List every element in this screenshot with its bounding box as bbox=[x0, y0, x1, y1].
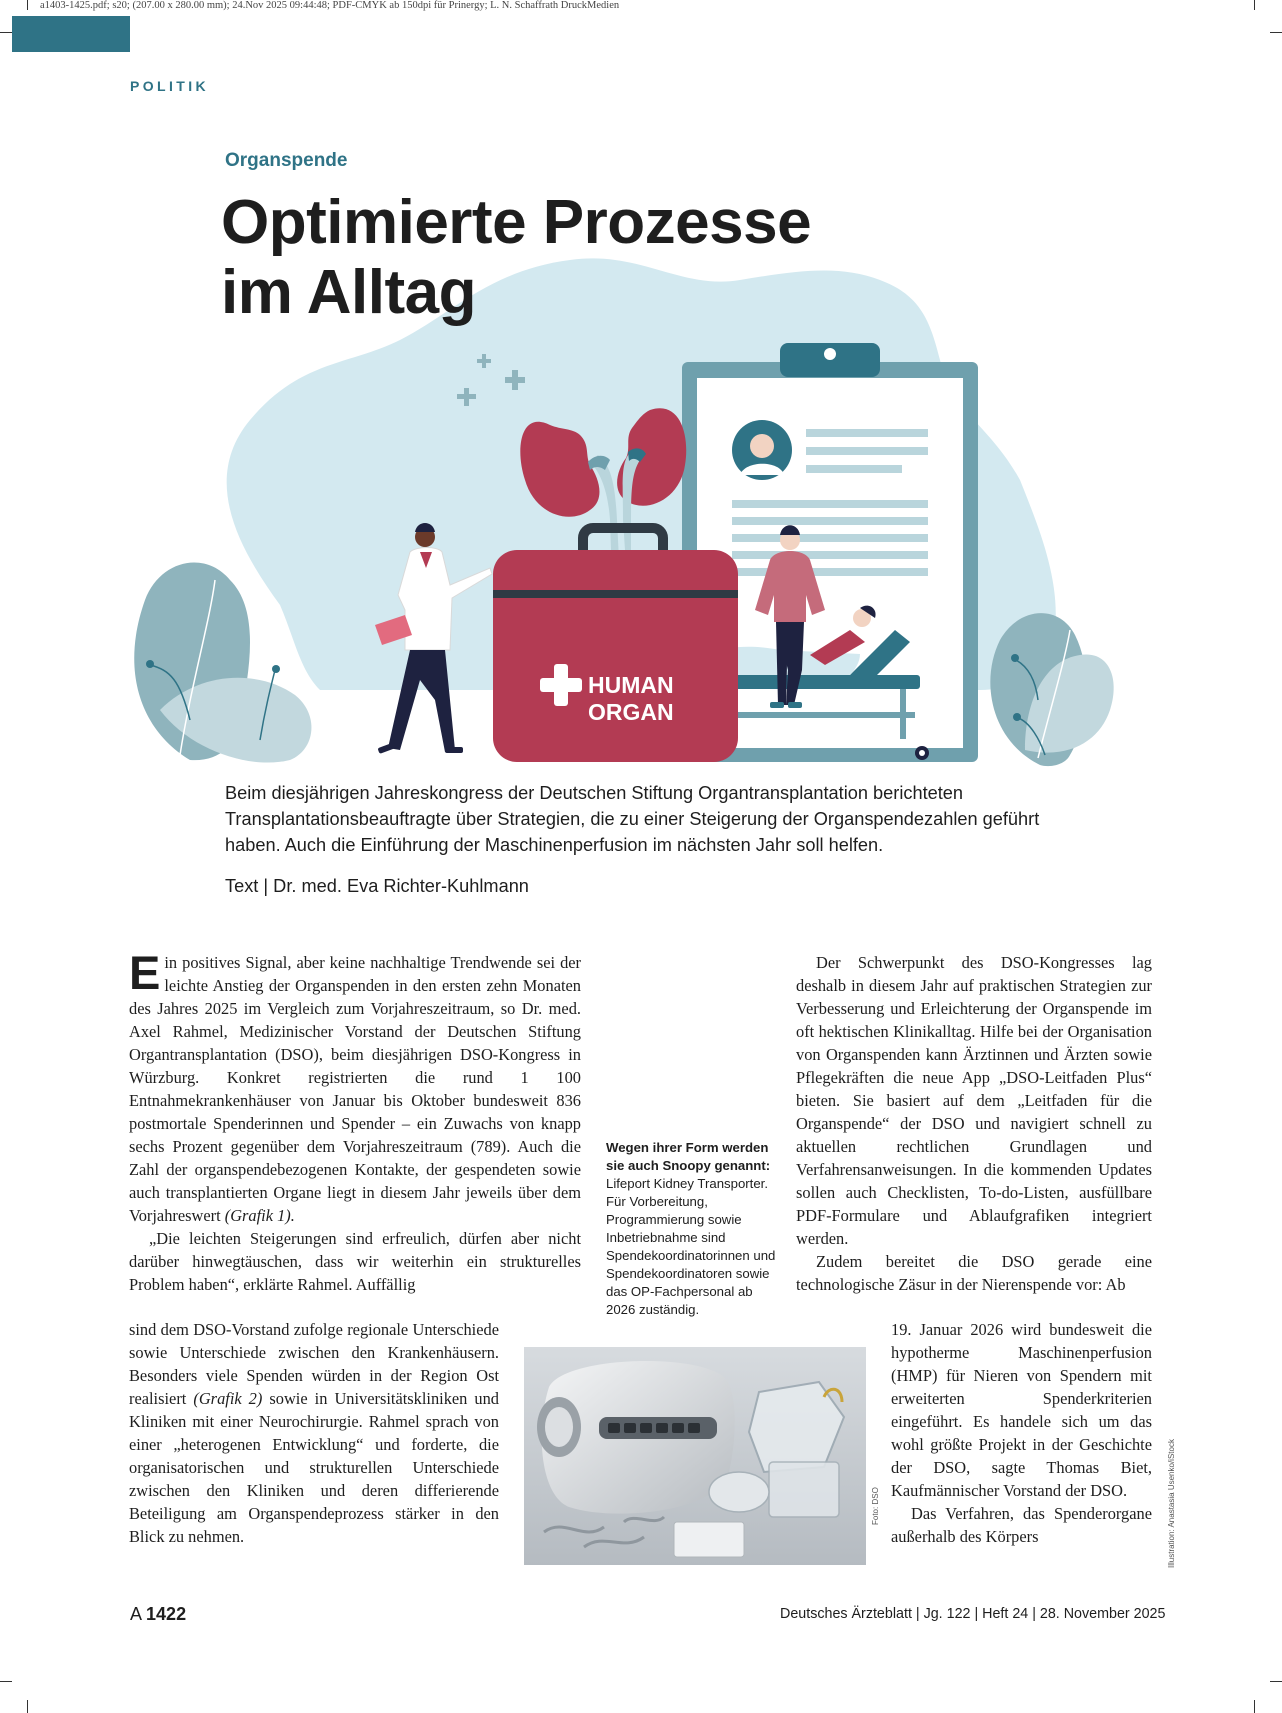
body-paragraph-2-continued bbox=[129, 1318, 499, 1548]
crop-mark-bottom-left bbox=[27, 1700, 28, 1713]
grafik-1-reference: (Grafik 1). bbox=[224, 1206, 295, 1225]
body-paragraph-2: „Die leichten Steigerungen sind erfreulich, dürfen aber nicht darüber hinwegtäuschen, dass wir weiterhin ein strukturelles Problem haben“, erklärte Rahmel. Auffällig bbox=[129, 1229, 581, 1294]
crop-mark-bottom-left-h bbox=[0, 1681, 12, 1682]
paragraph-2-text-b: sowie in Universitätskliniken und Kliniken mit einer Neurochirurgie. Rahmel sprach von einer „heterogenen Entwicklung“ und forderte, die organisatorischen und strukturellen Unterschiede zwischen den Kliniken und deren differierende Beteiligung am Organspendeprozess stärker in den Blick zu nehmen. bbox=[129, 1389, 499, 1546]
sterile-pack bbox=[674, 1522, 744, 1557]
journal-footer: Deutsches Ärzteblatt | Jg. 122 | Heft 24 | 28. November 2025 bbox=[780, 1606, 1166, 1622]
article-lead: Beim diesjährigen Jahreskongress der Deutschen Stiftung Organtransplantation berichteten Transplantationsbeauftragte über Strategien, die zu einer Steigerung der Organspendezahlen geführt haben. Auch die Einführung der Maschinenperfusion im nächsten Jahr soll helfen. bbox=[225, 783, 1040, 855]
grafik-2-reference: (Grafik 2) bbox=[193, 1389, 263, 1408]
headline-line-2: im Alltag bbox=[221, 258, 477, 327]
kidney-transporter-photo bbox=[524, 1347, 866, 1565]
body-column-1 bbox=[129, 946, 581, 1296]
article-headline bbox=[221, 188, 811, 328]
body-column-3 bbox=[796, 951, 1152, 1296]
body-paragraph-3: Der Schwerpunkt des DSO-Kongresses lag deshalb in diesem Jahr auf praktischen Strategien zur Verbesserung und Erleichterung der Organspende im oft hektischen Klinikalltag. Hilfe bei der Organisation von Organspenden kann Ärztinnen und Ärzten sowie Pflegekräften die neue App „DSO-Leitfaden Plus“ bieten. Sie basiert auf dem „Leitfaden für die Organspende“ der DSO und navigiert schnell zu aktuellen rechtlichen Grundlagen und Verfahrensanweisungen. In die kommenden Updates sollen auch Checklisten, To-do-Listen, ausfüllbare PDF-Formulare und Ablaufgrafiken integriert werden. bbox=[796, 953, 1152, 1248]
photo-caption bbox=[606, 1139, 776, 1319]
article-author: Text | Dr. med. Eva Richter-Kuhlmann bbox=[225, 876, 529, 896]
organ-transport-box bbox=[493, 528, 738, 762]
body-paragraph-5: Das Verfahren, das Spenderorgane außerhalb des Körpers bbox=[891, 1504, 1152, 1546]
folio-prefix: A bbox=[130, 1604, 142, 1624]
paragraph-2-text-a: sind dem DSO-Vorstand zufolge regionale Unterschiede sowie Unterschiede zwischen den Krankenhäusern. Besonders viele Spenden würden in der Region Ost realisiert bbox=[129, 1320, 499, 1408]
crop-mark-bottom-right-h bbox=[1270, 1681, 1282, 1682]
crop-mark-bottom-right bbox=[1254, 1700, 1255, 1713]
crop-mark-top-right bbox=[1254, 0, 1255, 10]
page-folio bbox=[130, 1604, 186, 1625]
body-column-3-continued bbox=[891, 1318, 1152, 1548]
crop-mark-top-right-h bbox=[1270, 32, 1282, 33]
box-label-line2: ORGAN bbox=[588, 699, 674, 725]
crop-mark-top-left bbox=[27, 0, 28, 10]
page-number: 1422 bbox=[146, 1604, 187, 1624]
section-color-bar bbox=[12, 16, 130, 52]
caption-lead: Wegen ihrer Form werden sie auch Snoopy genannt: bbox=[606, 1140, 771, 1173]
caption-text: Lifeport Kidney Transporter. Für Vorbereitung, Programmierung sowie Inbetriebnahme sind Spendekoordinatorinnen und Spendekoordinatoren sowie das OP-Fachpersonal ab 2026 zuständig. bbox=[606, 1176, 776, 1317]
illustration-credit: Illustration: Anastasia Usenko/iStock bbox=[1167, 1439, 1176, 1568]
headline-line-1: Optimierte Prozesse bbox=[221, 188, 812, 257]
right-plant bbox=[990, 613, 1113, 766]
body-paragraph-1 bbox=[129, 946, 581, 1227]
paragraph-1-text: in positives Signal, aber keine nachhaltige Trendwende sei der leichte Anstieg der Organspenden in den ersten zehn Monaten des Jahres 2025 im Vergleich zum Vorjahreszeitraum, so Dr. med. Axel Rahmel, Medizinischer Vorstand der Deutschen Stiftung Organtransplantation (DSO), beim diesjährigen DSO-Kongress in Würzburg. Konkret registrierten die rund 1 100 Entnahmekrankenhäuser von Januar bis Oktober bundesweit 836 postmortale Spenderinnen und Spender – ein Zuwachs von knapp sechs Prozent gegenüber dem Vorjahreszeitraum (789). Auch die Zahl der organspendebezogenen Kontakte, der gespendeten sowie auch transplantierten Organe liegt in diesem Jahr jeweils über dem Vorjahreswert bbox=[129, 953, 581, 1225]
article-kicker: Organspende bbox=[225, 150, 348, 171]
body-paragraph-4: Zudem bereitet die DSO gerade eine technologische Zäsur in der Nierenspende vor: Ab bbox=[796, 1252, 1152, 1294]
photo-credit: Foto: DSO bbox=[871, 1487, 880, 1525]
crop-mark-top-left-h bbox=[0, 32, 12, 33]
print-info-line: a1403-1425.pdf; s20; (207.00 x 280.00 mm); 24.Nov 2025 09:44:48; PDF-CMYK ab 150dpi für Prinergy; L. N. Schaffrath DruckMedien bbox=[40, 0, 620, 11]
body-paragraph-4-continued: 19. Januar 2026 wird bundesweit die hypotherme Maschinenperfusion (HMP) für Nieren von Spendern mit erweiterten Spenderkriterien eingeführt. Es handele sich um das wohl größte Projekt in der Geschichte der DSO, sagte Thomas Biet, Kaufmännischer Vorstand der DSO. bbox=[891, 1320, 1152, 1500]
section-label: POLITIK bbox=[130, 78, 210, 94]
drop-cap: E bbox=[129, 946, 161, 999]
organ-donation-illustration bbox=[120, 250, 1150, 770]
body-column-1-continued bbox=[129, 1318, 499, 1548]
box-label-line1: HUMAN bbox=[588, 672, 674, 698]
